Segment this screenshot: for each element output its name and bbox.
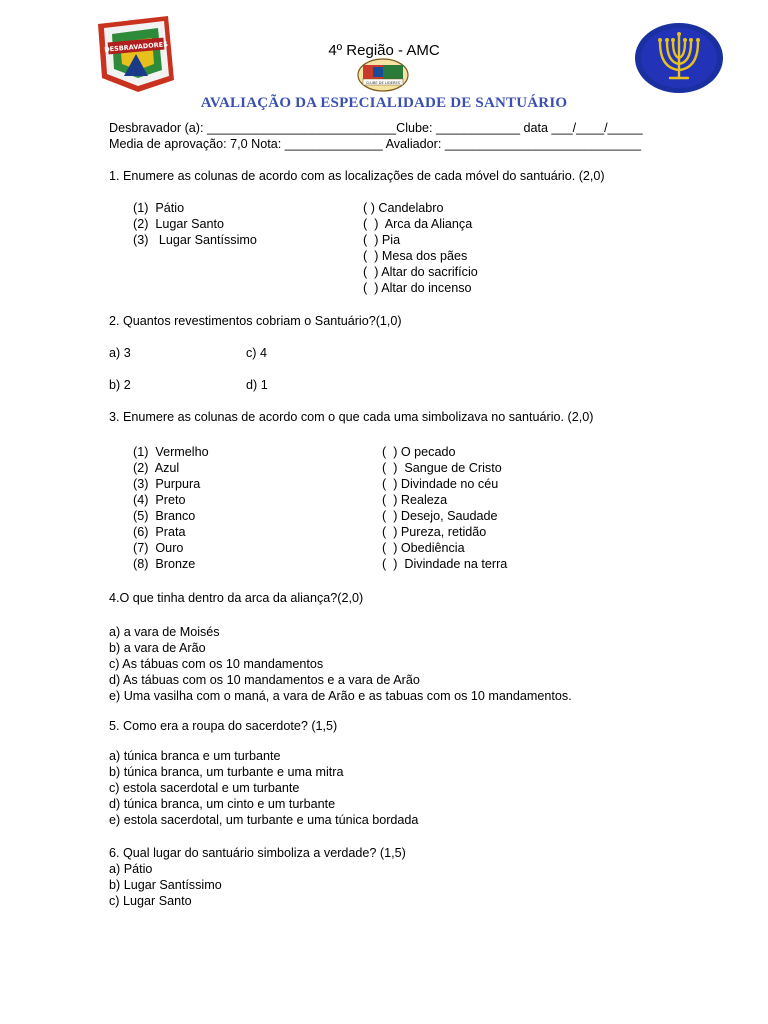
- q2-option-d: d) 1: [246, 378, 268, 392]
- q3-right-item: ( ) Divindade no céu: [382, 477, 499, 491]
- q3-left-item: (5) Branco: [133, 509, 196, 523]
- q5-option: a) túnica branca e um turbante: [109, 749, 281, 763]
- q1-right-item: ( ) Mesa dos pães: [363, 249, 468, 263]
- form-line-identification: Desbravador (a): ___________________________Clube: ____________ data ___/____/_____: [109, 121, 643, 135]
- q5-option: c) estola sacerdotal e um turbante: [109, 781, 300, 795]
- club-logo: [357, 57, 409, 93]
- q1-right-item: ( ) Altar do sacrifício: [363, 265, 478, 279]
- question-4-title: 4.O que tinha dentro da arca da aliança?(2,0): [109, 591, 364, 605]
- q3-left-item: (8) Bronze: [133, 557, 196, 571]
- region-heading: 4º Região - AMC: [328, 42, 440, 59]
- q3-left-item: (7) Ouro: [133, 541, 184, 555]
- q3-right-item: ( ) Pureza, retidão: [382, 525, 487, 539]
- question-6-title: 6. Qual lugar do santuário simboliza a verdade? (1,5): [109, 846, 406, 860]
- q1-right-item: ( ) Candelabro: [363, 201, 444, 215]
- q1-right-item: ( ) Altar do incenso: [363, 281, 472, 295]
- q3-right-item: ( ) Sangue de Cristo: [382, 461, 502, 475]
- question-2-title: 2. Quantos revestimentos cobriam o Santuário?(1,0): [109, 314, 402, 328]
- q1-right-item: ( ) Arca da Aliança: [363, 217, 473, 231]
- form-line-grading: Media de aprovação: 7,0 Nota: ______________ Avaliador: ____________________________: [109, 137, 641, 151]
- question-1-title: 1. Enumere as colunas de acordo com as localizações de cada móvel do santuário. (2,0): [109, 169, 605, 183]
- q3-right-item: ( ) Desejo, Saudade: [382, 509, 498, 523]
- q4-option: e) Uma vasilha com o maná, a vara de Arão e as tabuas com os 10 mandamentos.: [109, 689, 572, 703]
- q4-option: b) a vara de Arão: [109, 641, 206, 655]
- q3-right-item: ( ) Divindade na terra: [382, 557, 508, 571]
- q6-option: b) Lugar Santíssimo: [109, 878, 222, 892]
- q2-option-b: b) 2: [109, 378, 131, 392]
- question-3-title: 3. Enumere as colunas de acordo com o que cada uma simbolizava no santuário. (2,0): [109, 410, 594, 424]
- q1-left-item: (2) Lugar Santo: [133, 217, 225, 231]
- q3-right-item: ( ) Obediência: [382, 541, 465, 555]
- q4-option: c) As tábuas com os 10 mandamentos: [109, 657, 324, 671]
- q3-right-item: ( ) Realeza: [382, 493, 448, 507]
- q3-right-item: ( ) O pecado: [382, 445, 456, 459]
- logo-center-text: CLUBE DE LIDERES: [365, 81, 401, 85]
- q3-left-item: (6) Prata: [133, 525, 186, 539]
- q5-option: e) estola sacerdotal, um turbante e uma túnica bordada: [109, 813, 419, 827]
- q2-option-c: c) 4: [246, 346, 267, 360]
- q3-left-item: (4) Preto: [133, 493, 186, 507]
- q4-option: d) As tábuas com os 10 mandamentos e a vara de Arão: [109, 673, 420, 687]
- q3-left-item: (1) Vermelho: [133, 445, 209, 459]
- logo-left-text: DESBRAVADORES: [103, 40, 169, 54]
- q5-option: d) túnica branca, um cinto e um turbante: [109, 797, 336, 811]
- q3-left-item: (2) Azul: [133, 461, 180, 475]
- q2-option-a: a) 3: [109, 346, 131, 360]
- q6-option: a) Pátio: [109, 862, 153, 876]
- question-5-title: 5. Como era a roupa do sacerdote? (1,5): [109, 719, 338, 733]
- q1-left-item: (1) Pátio: [133, 201, 185, 215]
- q4-option: a) a vara de Moisés: [109, 625, 220, 639]
- q3-left-item: (3) Purpura: [133, 477, 201, 491]
- q1-left-item: (3) Lugar Santíssimo: [133, 233, 257, 247]
- document-title: AVALIAÇÃO DA ESPECIALIDADE DE SANTUÁRIO: [200, 95, 568, 111]
- q6-option: c) Lugar Santo: [109, 894, 192, 908]
- q5-option: b) túnica branca, um turbante e uma mitra: [109, 765, 344, 779]
- q1-right-item: ( ) Pia: [363, 233, 401, 247]
